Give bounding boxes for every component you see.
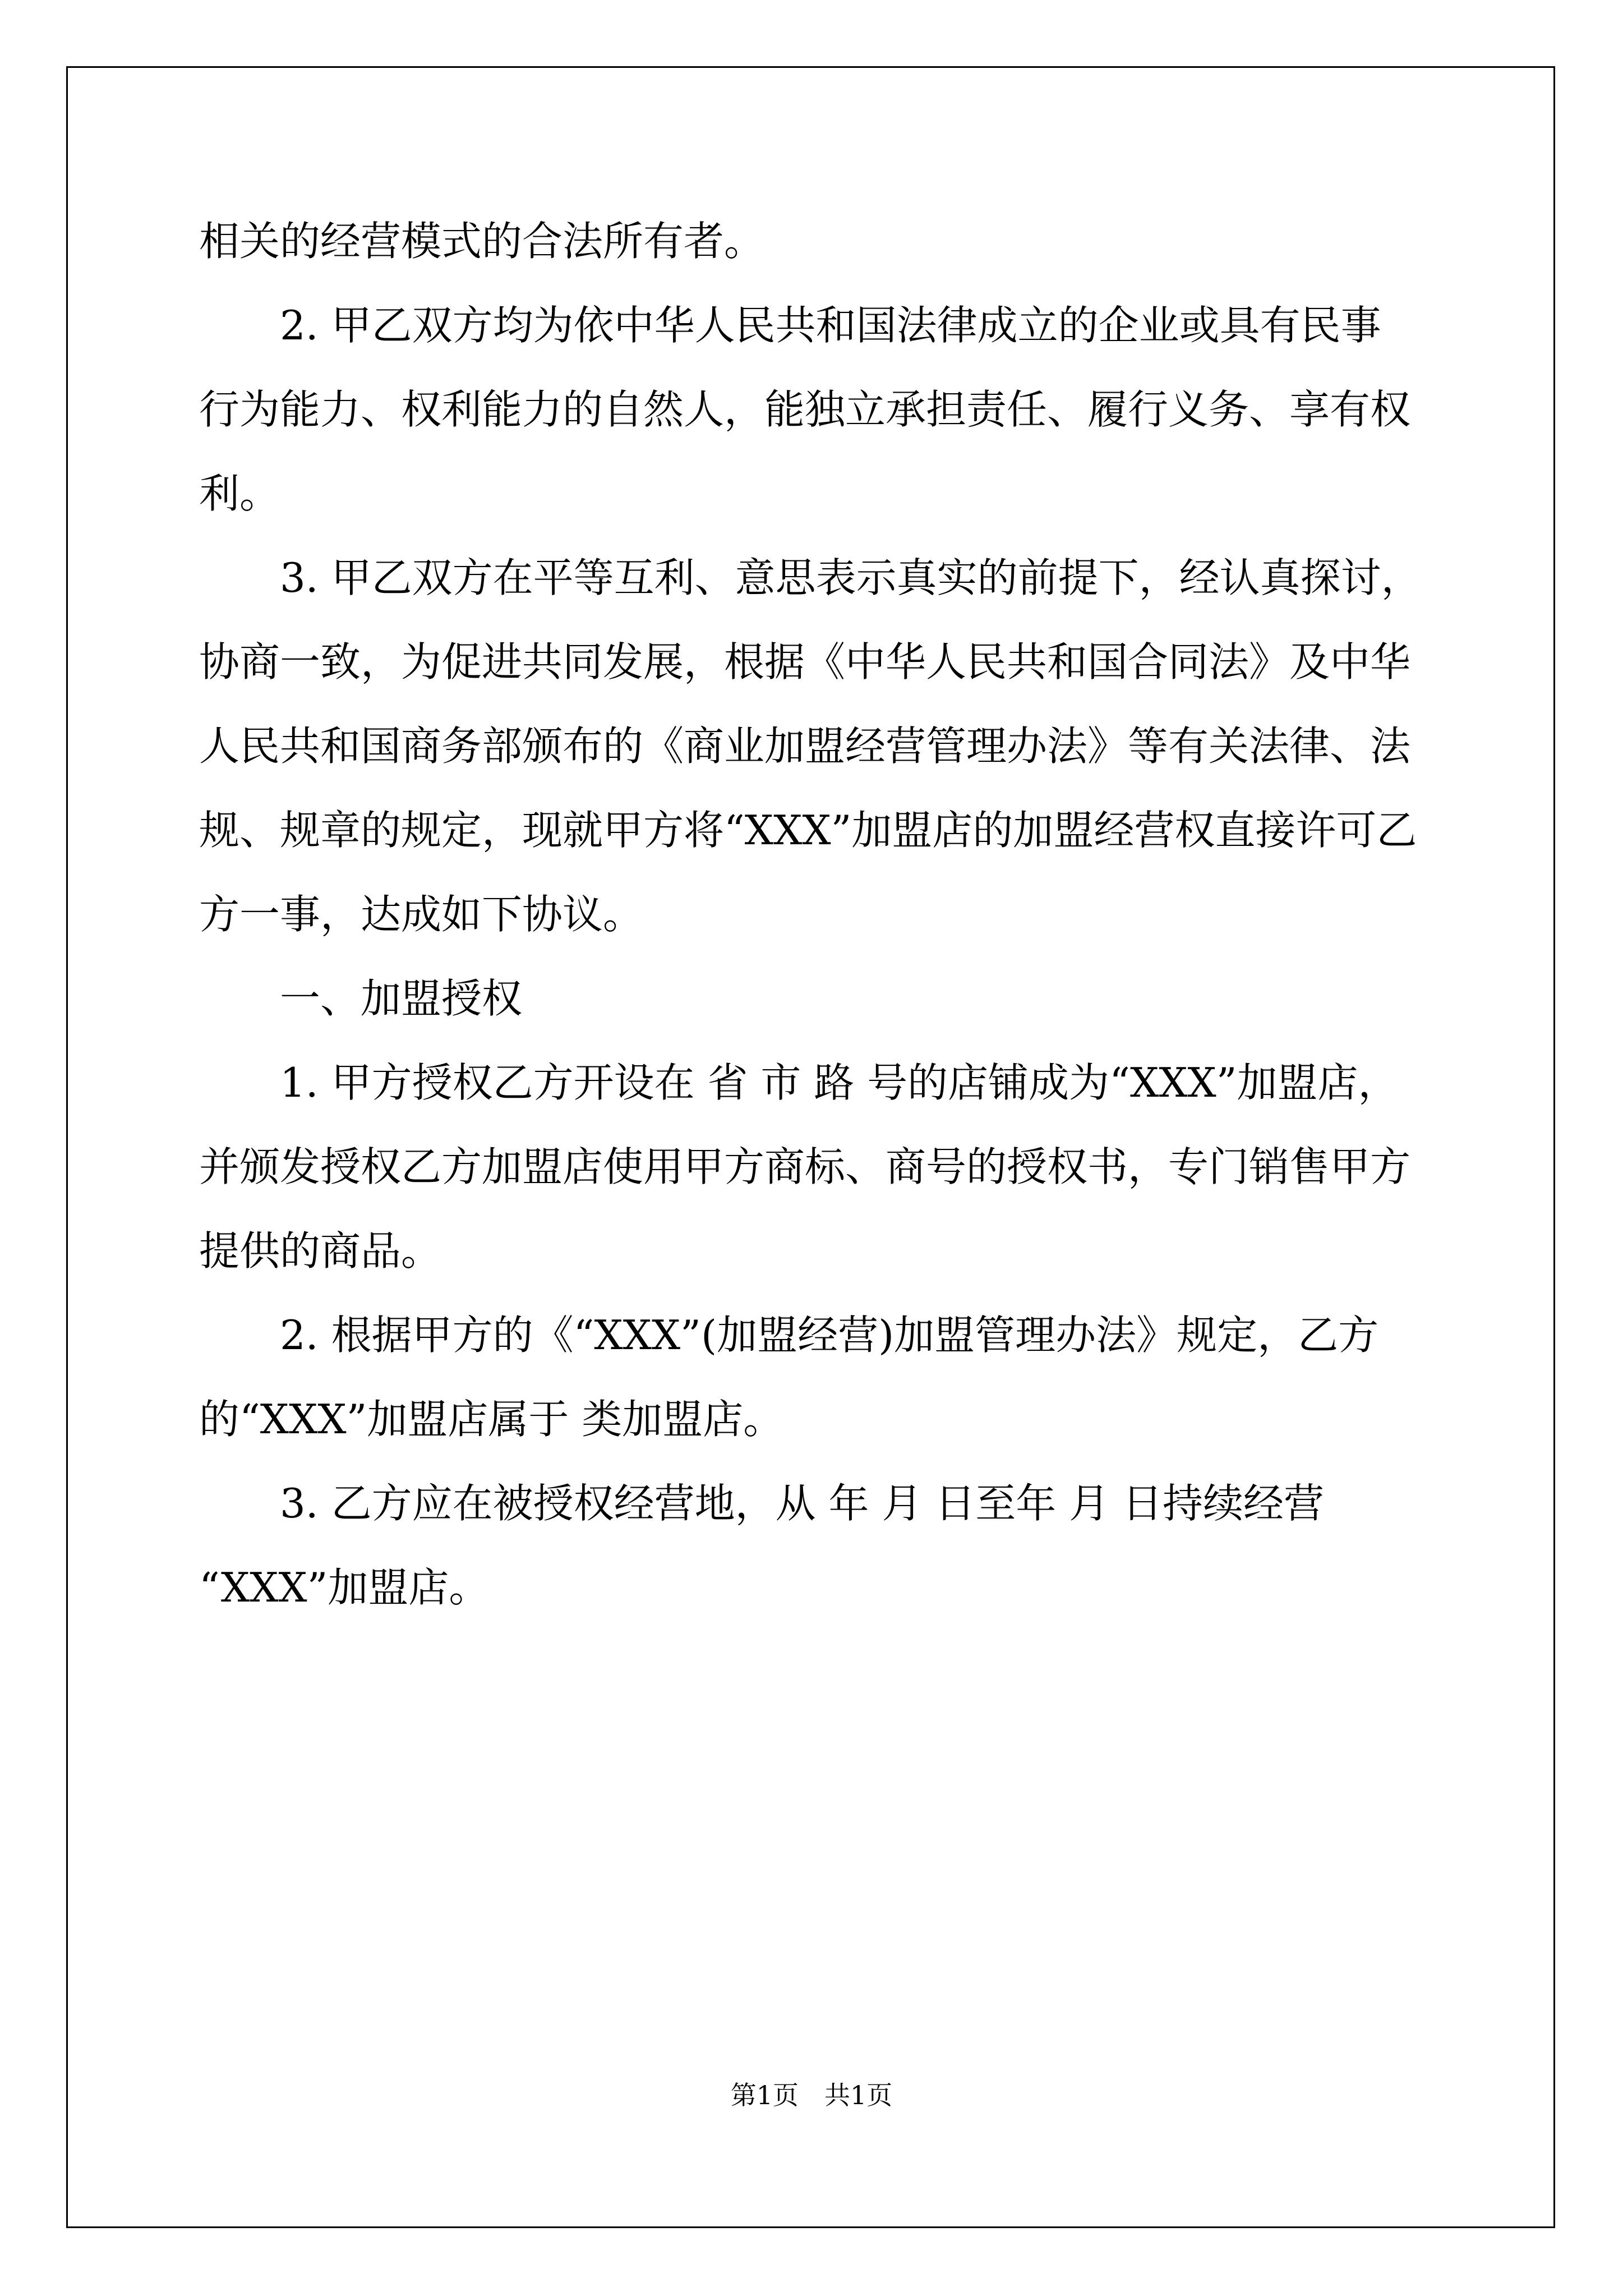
text-line: 人民共和国商务部颁布的《商业加盟经营管理办法》等有关法律、法 (199, 723, 1411, 770)
text-line: 的“XXX”加盟店属于 类加盟店。 (199, 1396, 784, 1443)
text-line: 2. 根据甲方的《“XXX”(加盟经营)加盟管理办法》规定，乙方 (280, 1312, 1379, 1359)
text-line: 规、规章的规定，现就甲方将“XXX”加盟店的加盟经营权直接许可乙 (199, 807, 1417, 854)
section-heading: 一、加盟授权 (280, 975, 523, 1022)
document-body (199, 199, 1427, 1630)
text-line: 利。 (199, 470, 280, 517)
text-line: “XXX”加盟店。 (199, 1564, 490, 1611)
page-number-footer: 第1页 共1页 (730, 2080, 893, 2110)
text-line: 协商一致，为促进共同发展，根据《中华人民共和国合同法》及中华 (199, 638, 1411, 685)
text-line: 3. 甲乙双方在平等互利、意思表示真实的前提下，经认真探讨， (280, 554, 1422, 601)
text-line: 方一事，达成如下协议。 (199, 891, 644, 938)
text-line: 1. 甲方授权乙方开设在 省 市 路 号的店铺成为“XXX”加盟店， (280, 1059, 1399, 1106)
text-line: 相关的经营模式的合法所有者。 (199, 218, 765, 265)
text-line: 2. 甲乙双方均为依中华人民共和国法律成立的企业或具有民事 (280, 302, 1381, 349)
text-line: 提供的商品。 (199, 1227, 442, 1274)
text-line: 行为能力、权利能力的自然人，能独立承担责任、履行义务、享有权 (199, 386, 1411, 433)
text-line: 并颁发授权乙方加盟店使用甲方商标、商号的授权书，专门销售甲方 (199, 1143, 1411, 1190)
text-line: 3. 乙方应在被授权经营地，从 年 月 日至年 月 日持续经营 (280, 1480, 1325, 1527)
